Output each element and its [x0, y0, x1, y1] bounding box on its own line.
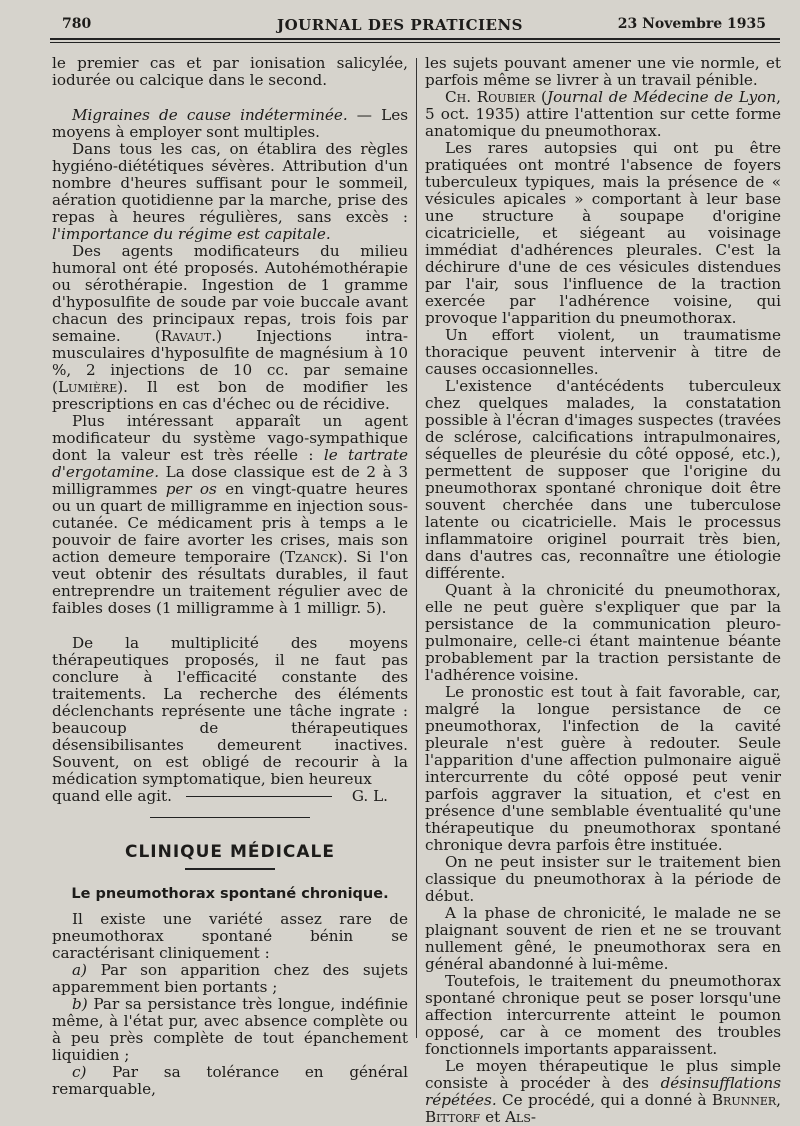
section-underline — [185, 868, 275, 870]
list-item: a) Par son apparition chez des sujets apparemment bien portants ; — [52, 961, 408, 996]
right-column — [425, 55, 781, 1126]
paragraph: Plus intéressant apparaît un agent modificateur du système vago-sympathique dont la valeur est très réelle : le tartrate d'ergotamine. La dose classique est de 2 à 3 milligrammes per os en vingt-quatre heures ou un quart de milligramme en injection sous-cutanée. Ce médicament pris à temps a le pouvoir de faire avorter les crises, mais son action demeure temporaire (Tzanck). Si l'on veut obtenir des résultats durables, il faut entreprendre un traitement régulier avec de faibles doses (1 milligramme à 1 milligr. 5). — [52, 412, 408, 617]
paragraph: Un effort violent, un traumatisme thoracique peuvent intervenir à titre de causes occasionnelles. — [425, 326, 781, 378]
paragraph: Le pronostic est tout à fait favorable, car, malgré la longue persistance de ce pneumothorax, l'infection de la cavité pleurale n'est guère à redouter. Seule l'apparition d'une affection pulmonaire aiguë intercurrente du côté opposé peut venir parfois aggraver la situation, et c'est en présence d'une semblable éventualité qu'une thérapeutique du pneumothorax spontané chronique devra parfois être instituée. — [425, 683, 781, 854]
section-title: CLINIQUE MÉDICALE — [124, 842, 336, 862]
author-name: Als- — [505, 1108, 537, 1126]
paragraph: Dans tous les cas, on établira des règles hygiéno-diététiques sévères. Attribution d'un nombre d'heures suffisant pour le sommeil, aération quotidienne par la marche, prise des repas à heures régulières, sans excès : l'importance du régime est capitale. — [52, 140, 408, 243]
paragraph: Le moyen thérapeutique le plus simple consiste à procéder à des désinsufflations répétées. Ce procédé, qui a donné à Brunner, Bittorf et Als- — [425, 1057, 781, 1126]
author-name: Tzanck — [284, 548, 337, 566]
paragraph: les sujets pouvant amener une vie normle, et parfois même se livrer à un travail pénible. — [425, 54, 781, 89]
left-column — [52, 55, 408, 1098]
author-name: Brunner — [711, 1091, 777, 1109]
signature-rule — [186, 796, 332, 797]
paragraph: Quant à la chronicité du pneumothorax, elle ne peut guère s'expliquer que par la persistance de la communication pleuro-pulmonaire, celle-ci étant maintenue béante probablement par la traction persistante de l'adhérence voisine. — [425, 581, 781, 684]
list-item: b) Par sa persistance très longue, indéfinie même, à l'état pur, avec absence complète ou à peu près complète de tout épanchement liquidien ; — [52, 995, 408, 1064]
page-header — [0, 0, 800, 40]
paragraph: L'existence d'antécédents tuberculeux chez quelques malades, la constatation possible à l'écran d'images suspectes (travées de sclérose, calcifications intrapulmonaires, séquelles de pleurésie du côté opposé, etc.), permettent de supposer que l'origine du pneumothorax spontané chronique doit être souvent cherchée dans une tuberculose latente ou cicatricielle. Mais le processus inflammatoire originel pourrait très bien, dans d'autres cas, reconnaître une étiologie différente. — [425, 377, 781, 582]
author-name: Lumière — [57, 378, 118, 396]
paragraph: On ne peut insister sur le traitement bien classique du pneumothorax à la période de début. — [425, 853, 781, 905]
author-name: Ch. Roubier — [445, 88, 536, 106]
paragraph: le premier cas et par ionisation salicylée, iodurée ou calcique dans le second. — [52, 54, 408, 89]
paragraph: Il existe une variété assez rare de pneumothorax spontané bénin se caractérisant cliniquement : — [52, 910, 408, 962]
section-divider — [150, 817, 310, 818]
subheading: Migraines de cause indéterminée. — [72, 106, 348, 124]
paragraph: Des agents modificateurs du milieu humoral ont été proposés. Autohémothérapie ou sérothérapie. Ingestion de 1 gramme d'hyposulfite de soude par voie buccale avant chacun des principaux repas, trois fois par semaine. (Ravaut.) Injections intra-musculaires d'hyposulfite de magnésium à 10 %, 2 injections de 10 cc. par semaine (Lumière). Il est bon de modifier les prescriptions en cas d'échec ou de récidive. — [52, 242, 408, 413]
paragraph: Toutefois, le traitement du pneumothorax spontané chronique peut se poser lorsqu'une affection intercurrente atteint le poumon opposé, car à ce moment des troubles fonctionnels importants apparaissent. — [425, 972, 781, 1058]
journal-title: JOURNAL DES PRATICIENS — [277, 16, 523, 34]
list-item: c) Par sa tolérance en général remarquable, — [52, 1063, 408, 1098]
paragraph: Les rares autopsies qui ont pu être pratiquées ont montré l'absence de foyers tuberculeux typiques, mais la présence de « vésicules apicales » comportant à leur base une structure à soupape d'origine cicatricielle, et siégeant au voisinage immédiat d'adhérences pleurales. C'est la déchirure d'une de ces vésicules distendues par l'air, sous l'influence de la traction exercée par l'adhérence voisine, qui provoque l'apparition du pneumothorax. — [425, 139, 781, 327]
article-title: Le pneumothorax spontané chronique. — [71, 886, 389, 902]
author-name: Ravaut. — [160, 327, 217, 345]
column-divider — [416, 58, 417, 1038]
author-name: Bittorf — [425, 1108, 481, 1126]
paragraph: De la multiplicité des moyens thérapeutiques proposés, il ne faut pas conclure à l'efficacité constante des traitements. La recherche des éléments déclenchants représente une tâche ingrate : beaucoup de thérapeutiques désensibilisantes demeurent inactives. Souvent, on est obligé de recourir à la médication symptomatique, bien heureux — [52, 634, 408, 788]
paragraph: Migraines de cause indéterminée. — Les moyens à employer sont multiples. — [52, 106, 408, 141]
signature-row: quand elle agit. G. L. — [52, 787, 388, 805]
page-number: 780 — [62, 16, 92, 32]
signature: G. L. — [351, 787, 388, 805]
header-rule-thin — [50, 42, 780, 43]
issue-date: 23 Novembre 1935 — [617, 16, 766, 32]
paragraph: Ch. Roubier (Journal de Médecine de Lyon, 5 oct. 1935) attire l'attention sur cette forme anatomique du pneumothorax. — [425, 88, 781, 140]
paragraph: A la phase de chronicité, le malade ne se plaignant souvent de rien et ne se trouvant nullement gêné, le pneumothorax sera en général abandonné à lui-même. — [425, 904, 781, 973]
journal-reference: Journal de Médecine de Lyon — [546, 88, 777, 106]
header-rule — [50, 38, 780, 40]
